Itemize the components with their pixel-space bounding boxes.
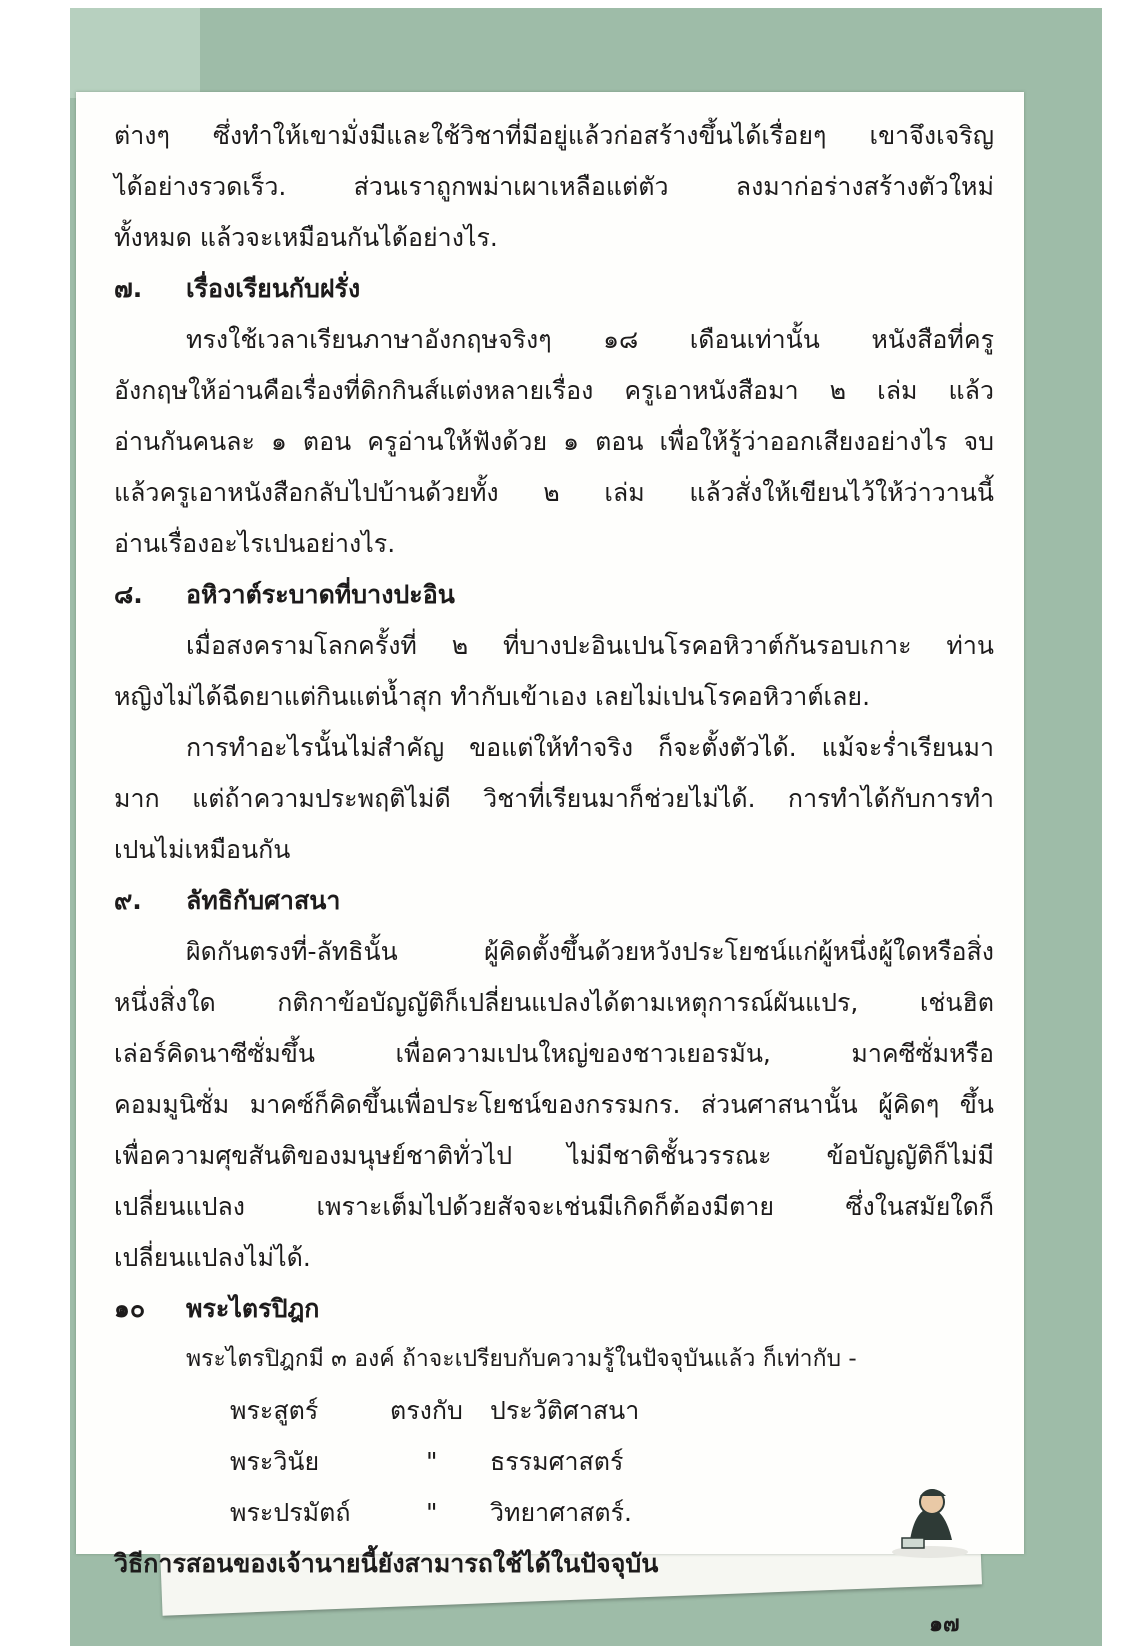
text-line: อ่านเรื่องอะไรเปนอย่างไร. xyxy=(114,529,396,558)
intro-line: ได้อย่างรวดเร็ว. ส่วนเราถูกพม่าเผาเหลือแต่ตัว ลงมาก่อร่างสร้างตัวใหม่ xyxy=(114,172,994,201)
text-line: เล่อร์คิดนาซีซั่มขึ้น เพื่อความเปนใหญ่ของชาวเยอรมัน, มาคซีซั่มหรือ xyxy=(114,1039,994,1068)
list-left: พระสูตร์ xyxy=(230,1396,319,1425)
list-right: ประวัติศาสนา xyxy=(490,1396,640,1425)
list-right: วิทยาศาสตร์. xyxy=(490,1498,632,1527)
mascot-illustration xyxy=(880,1480,970,1560)
text-line: แล้วครูเอาหนังสือกลับไปบ้านด้วยทั้ง ๒ เล่ม แล้วสั่งให้เขียนไว้ให้ว่าวานนี้ xyxy=(114,478,994,507)
list-left: พระวินัย xyxy=(230,1447,320,1476)
list-item xyxy=(230,1385,994,1436)
text-line: หนึ่งสิ่งใด กติกาข้อบัญญัติก็เปลี่ยนแปลงได้ตามเหตุการณ์ผันแปร, เช่นฮิต xyxy=(114,988,994,1017)
text-line: อ่านกันคนละ ๑ ตอน ครูอ่านให้ฟังด้วย ๑ ตอน เพื่อให้รู้ว่าออกเสียงอย่างไร จบ xyxy=(114,427,994,456)
text-line: คอมมูนิซั่ม มาคซ์ก็คิดขึ้นเพื่อประโยชน์ของกรรมกร. ส่วนศาสนานั้น ผู้คิดๆ ขึ้น xyxy=(114,1090,994,1119)
text-line: เปนไม่เหมือนกัน xyxy=(114,835,291,864)
intro-line: ทั้งหมด แล้วจะเหมือนกันได้อย่างไร. xyxy=(114,223,498,252)
section-title: อหิวาต์ระบาดที่บางปะอิน xyxy=(186,580,455,609)
text-line: เพื่อความศุขสันติของมนุษย์ชาติทั่วไป ไม่มีชาติชั้นวรรณะ ข้อบัญญัติก็ไม่มี xyxy=(114,1141,994,1170)
section-number: ๘. xyxy=(114,580,143,609)
text-line: เปลี่ยนแปลงไม่ได้. xyxy=(114,1243,311,1272)
page-number: ๑๗ xyxy=(929,1612,960,1637)
list-mid: ตรงกับ xyxy=(390,1396,463,1425)
page-text xyxy=(114,110,994,1589)
section-8-heading xyxy=(114,569,994,620)
tripitaka-list xyxy=(114,1385,994,1538)
text-line: พระไตรปิฎกมี ๓ องค์ ถ้าจะเปรียบกับความรู้ในปัจจุบันแล้ว ก็เท่ากับ - xyxy=(186,1346,857,1372)
section-number: ๗. xyxy=(114,274,143,303)
list-right: ธรรมศาสตร์ xyxy=(490,1447,624,1476)
list-left: พระปรมัตถ์ xyxy=(230,1498,351,1527)
text-line: หญิงไม่ได้ฉีดยาแต่กินแต่น้ำสุก ทำกับเข้าเอง เลยไม่เปนโรคอหิวาต์เลย. xyxy=(114,682,871,711)
list-mid: " xyxy=(426,1447,438,1476)
section-number: ๑๐ xyxy=(114,1294,146,1323)
paper-sheet xyxy=(76,92,1024,1637)
section-title: เรื่องเรียนกับฝรั่ง xyxy=(186,274,361,303)
section-number: ๙. xyxy=(114,886,142,915)
text-line: ผิดกันตรงที่-ลัทธินั้น ผู้คิดตั้งขึ้นด้วยหวังประโยชน์แก่ผู้หนึ่งผู้ใดหรือสิ่ง xyxy=(186,937,994,966)
section-7-heading xyxy=(114,263,994,314)
intro-line: ต่างๆ ซึ่งทำให้เขามั่งมีและใช้วิชาที่มีอยู่แล้วก่อสร้างขึ้นได้เรื่อยๆ เขาจึงเจริญ xyxy=(114,121,994,150)
text-line: การทำอะไรนั้นไม่สำคัญ ขอแต่ให้ทำจริง ก็จะตั้งตัวได้. แม้จะร่ำเรียนมา xyxy=(186,733,994,762)
text-line: ทรงใช้เวลาเรียนภาษาอังกฤษจริงๆ ๑๘ เดือนเท่านั้น หนังสือที่ครู xyxy=(186,325,994,354)
list-mid: " xyxy=(426,1498,438,1527)
section-9-heading xyxy=(114,875,994,926)
text-line: มาก แต่ถ้าความประพฤติไม่ดี วิชาที่เรียนมาก็ช่วยไม่ได้. การทำได้กับการทำ xyxy=(114,784,994,813)
section-title: พระไตรปิฎก xyxy=(186,1294,320,1323)
text-line: เมื่อสงครามโลกครั้งที่ ๒ ที่บางปะอินเปนโรคอหิวาต์กันรอบเกาะ ท่าน xyxy=(186,631,994,660)
text-line: เปลี่ยนแปลง เพราะเต็มไปด้วยสัจจะเช่นมีเกิดก็ต้องมีตาย ซึ่งในสมัยใดก็ xyxy=(114,1192,994,1221)
text-line: อังกฤษให้อ่านคือเรื่องที่ดิกกินส์แต่งหลายเรื่อง ครูเอาหนังสือมา ๒ เล่ม แล้ว xyxy=(114,376,994,405)
section-title: ลัทธิกับศาสนา xyxy=(186,886,341,915)
light-green-strip xyxy=(70,8,200,98)
closing-line: วิธีการสอนของเจ้านายนี้ยังสามารถใช้ได้ในปัจจุบัน xyxy=(114,1549,659,1578)
section-10-heading xyxy=(114,1283,994,1334)
